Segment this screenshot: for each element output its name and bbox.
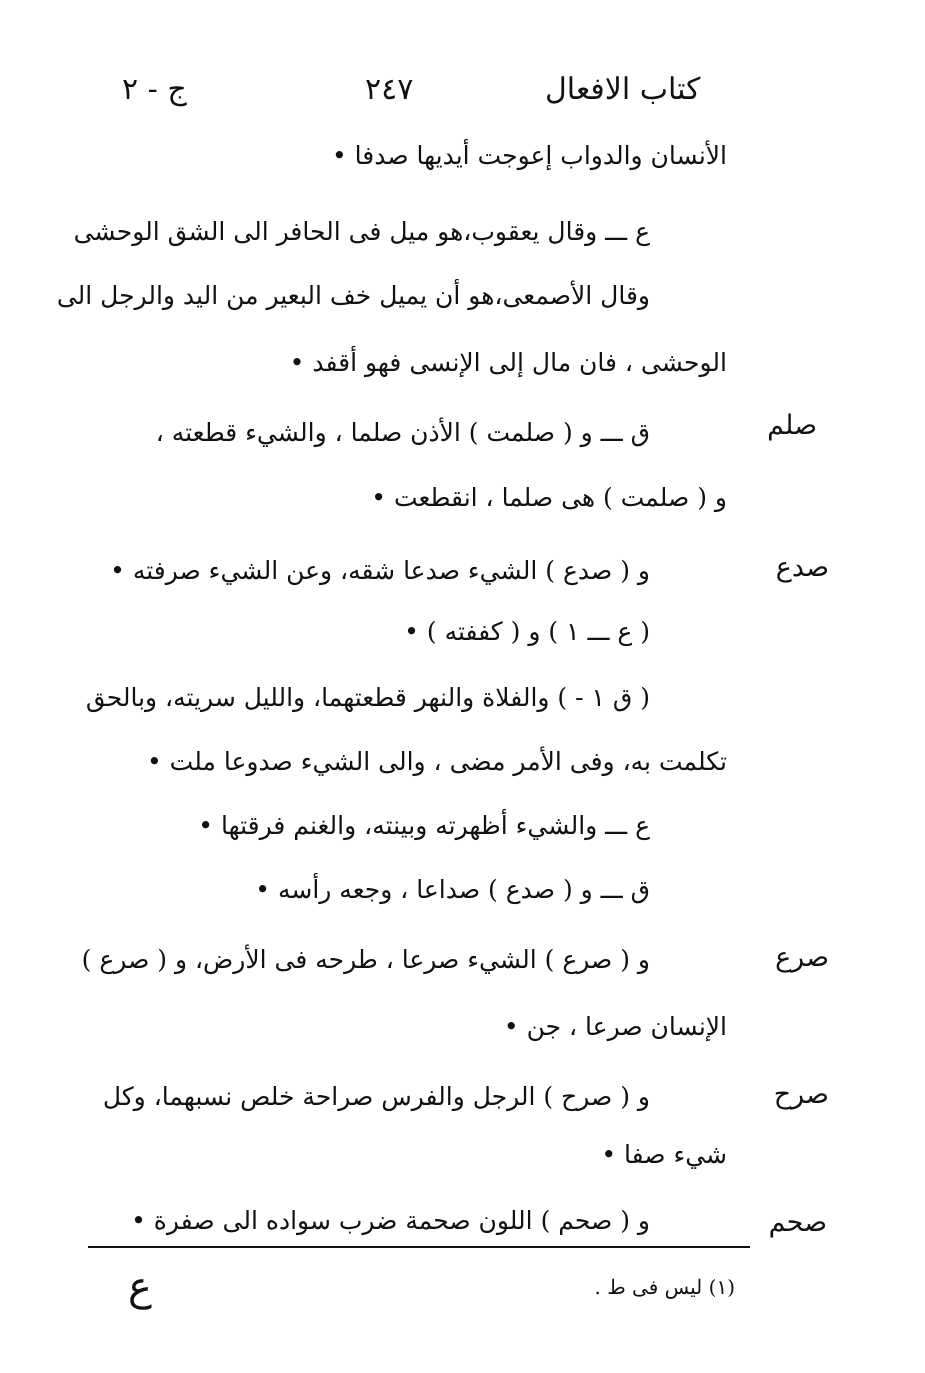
text-line: تكلمت به، وفى الأمر مضى ، والى الشيء صدوعا ملت • [146,747,727,776]
text-line: و ( صرع ) الشيء صرعا ، طرحه فى الأرض، و ( صرع ) [81,945,650,974]
lemma-saham: صحم [768,1207,827,1238]
text-line: ع ـــ وقال يعقوب،هو ميل فى الحافر الى الشق الوحشى [73,217,650,246]
lemma-salam: صلم [767,410,817,441]
text-line: ع ـــ والشيء أظهرته وبينته، والغنم فرقتها • [198,811,650,840]
text-line: ق ـــ و ( صلمت ) الأذن صلما ، والشيء قطعته ، [155,418,650,447]
text-line: الإنسان صرعا ، جن • [503,1012,727,1041]
text-line: ( ع ـــ ١ ) و ( كففته ) • [404,617,650,646]
lemma-sada: صدع [775,552,829,583]
footnote: (١) ليس فى ط . [594,1275,735,1299]
text-line: ( ق ١ - ) والفلاة والنهر قطعتهما، والليل سريته، وبالحق [85,683,650,712]
lemma-sarah: صرح [773,1079,829,1110]
footnote-rule [88,1246,750,1248]
text-line: و ( صرح ) الرجل والفرس صراحة خلص نسبهما، وكل [102,1082,650,1111]
volume-label: ج - ٢ [122,72,187,107]
text-line: شيء صفا • [601,1140,727,1169]
text-line: الوحشى ، فان مال إلى الإنسى فهو أقفد • [289,348,727,377]
lemma-sara: صرع [775,942,829,973]
page-number: ٢٤٧ [365,72,414,107]
text-line: و ( صلمت ) هى صلما ، انقطعت • [371,483,727,512]
running-title: كتاب الافعال [545,72,701,107]
text-line: وقال الأصمعى،هو أن يميل خف البعير من اليد والرجل الى [56,281,650,310]
text-line: و ( صحم ) اللون صحمة ضرب سواده الى صفرة • [131,1206,650,1235]
text-line: ق ـــ و ( صدع ) صداعا ، وجعه رأسه • [255,875,650,904]
text-line: و ( صدع ) الشيء صدعا شقه، وعن الشيء صرفته • [110,556,650,585]
text-line: الأنسان والدواب إعوجت أيديها صدفا • [331,141,727,170]
signature-mark: ع [128,1264,152,1310]
